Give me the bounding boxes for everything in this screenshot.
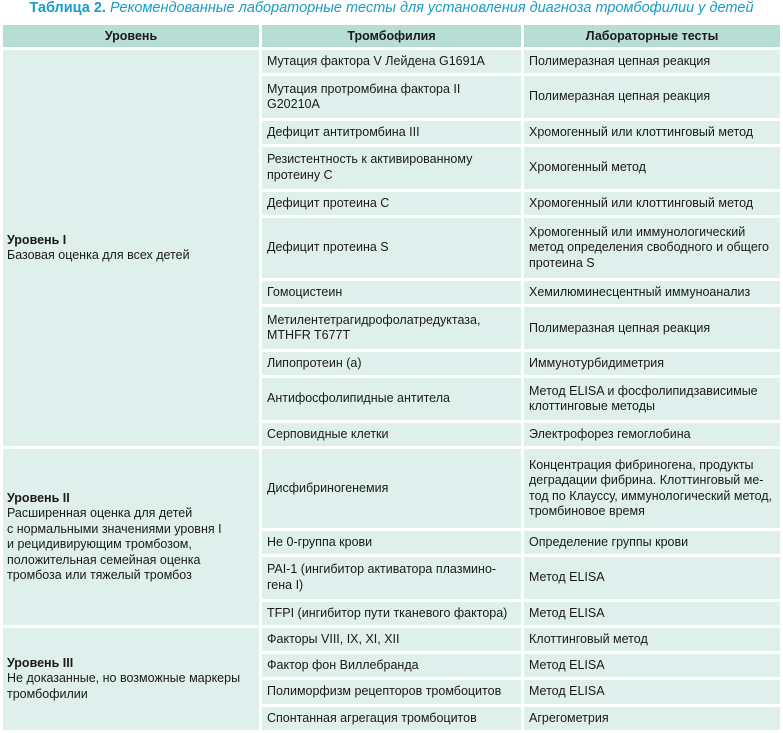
thrombophilia-cell: Спонтанная агрегация тромбоцитов <box>262 707 521 730</box>
thrombophilia-cell: Фактор фон Виллебранда <box>262 654 521 677</box>
thrombophilia-cell: Серповидные клетки <box>262 423 521 446</box>
lab-test-cell: Хемилюминесцентный иммуноанализ <box>524 281 780 304</box>
header-thrombophilia: Тромбофилия <box>262 25 521 47</box>
thrombophilia-cell: Мутация фактора V Лейдена G1691A <box>262 50 521 73</box>
lab-test-cell: Метод ELISA и фосфолипидзависимые клоттинговые методы <box>524 378 780 420</box>
level-cell <box>3 628 259 730</box>
thrombophilia-tests-table <box>0 22 783 733</box>
table-caption <box>0 0 783 20</box>
level-description: Не доказанные, но возможные маркеры тромбофилии <box>7 671 241 701</box>
thrombophilia-cell: Дефицит антитромбина III <box>262 121 521 144</box>
lab-test-cell: Клоттинговый метод <box>524 628 780 651</box>
lab-test-cell: Хромогенный или иммунологический метод определения свободного и общего протеина S <box>524 218 780 278</box>
lab-test-cell: Метод ELISA <box>524 602 780 625</box>
lab-test-cell: Хромогенный или клоттинговый метод <box>524 121 780 144</box>
header-lab-tests: Лабораторные тесты <box>524 25 780 47</box>
thrombophilia-cell: Не 0-группа крови <box>262 531 521 554</box>
lab-test-cell: Определение группы крови <box>524 531 780 554</box>
lab-test-cell: Хромогенный или клоттинговый метод <box>524 192 780 215</box>
level-title: Уровень III <box>7 655 74 670</box>
lab-test-cell: Иммунотурбидиметрия <box>524 352 780 375</box>
lab-test-cell: Полимеразная цепная реакция <box>524 76 780 118</box>
lab-test-cell: Полимеразная цепная реакция <box>524 50 780 73</box>
caption-label: Таблица 2. <box>29 0 106 16</box>
lab-test-cell: Электрофорез гемоглобина <box>524 423 780 446</box>
lab-test-cell: Полимеразная цепная реакция <box>524 307 780 349</box>
level-description: Базовая оценка для всех детей <box>7 248 190 263</box>
thrombophilia-cell: Гомоцистеин <box>262 281 521 304</box>
level-title: Уровень I <box>7 232 67 247</box>
caption-text: Рекомендованные лабораторные тесты для установления диагноза тромбофилии у детей <box>110 0 754 16</box>
level-cell <box>3 449 259 625</box>
lab-test-cell: Метод ELISA <box>524 654 780 677</box>
thrombophilia-cell: Дефицит протеина С <box>262 192 521 215</box>
lab-test-cell: Метод ELISA <box>524 680 780 703</box>
table-body <box>3 50 780 730</box>
thrombophilia-cell: TFPI (ингибитор пути тканевого фактора) <box>262 602 521 625</box>
thrombophilia-cell: Липопротеин (а) <box>262 352 521 375</box>
table-row <box>3 50 780 73</box>
table-row <box>3 628 780 651</box>
table-row <box>3 449 780 528</box>
thrombophilia-cell: Факторы VIII, IX, XI, XII <box>262 628 521 651</box>
header-level: Уровень <box>3 25 259 47</box>
thrombophilia-cell: PAI-1 (ингибитор активатора плазмино- гена I) <box>262 557 521 599</box>
thrombophilia-cell: Метилентетрагидрофолатредуктаза, MTHFR T677T <box>262 307 521 349</box>
lab-test-cell: Агрегометрия <box>524 707 780 730</box>
thrombophilia-cell: Резистентность к активированному протеину С <box>262 147 521 189</box>
thrombophilia-cell: Дисфибриногенемия <box>262 449 521 528</box>
level-title: Уровень II <box>7 490 70 505</box>
lab-test-cell: Хромогенный метод <box>524 147 780 189</box>
thrombophilia-cell: Дефицит протеина S <box>262 218 521 278</box>
level-cell <box>3 50 259 446</box>
lab-test-cell: Концентрация фибриногена, продукты деградации фибрина. Клоттинговый ме- тод по Клауссу, иммунологический метод, тромбиновое время <box>524 449 780 528</box>
header-row <box>3 25 780 47</box>
thrombophilia-cell: Антифосфолипидные антитела <box>262 378 521 420</box>
thrombophilia-cell: Мутация протромбина фактора II G20210A <box>262 76 521 118</box>
lab-test-cell: Метод ELISA <box>524 557 780 599</box>
thrombophilia-cell: Полиморфизм рецепторов тромбоцитов <box>262 680 521 703</box>
level-description: Расширенная оценка для детей с нормальными значениями уровня I и рецидивирующим тромбозом, положительная семейная оценка тромбоза или тяжелый тромбоз <box>7 506 222 583</box>
